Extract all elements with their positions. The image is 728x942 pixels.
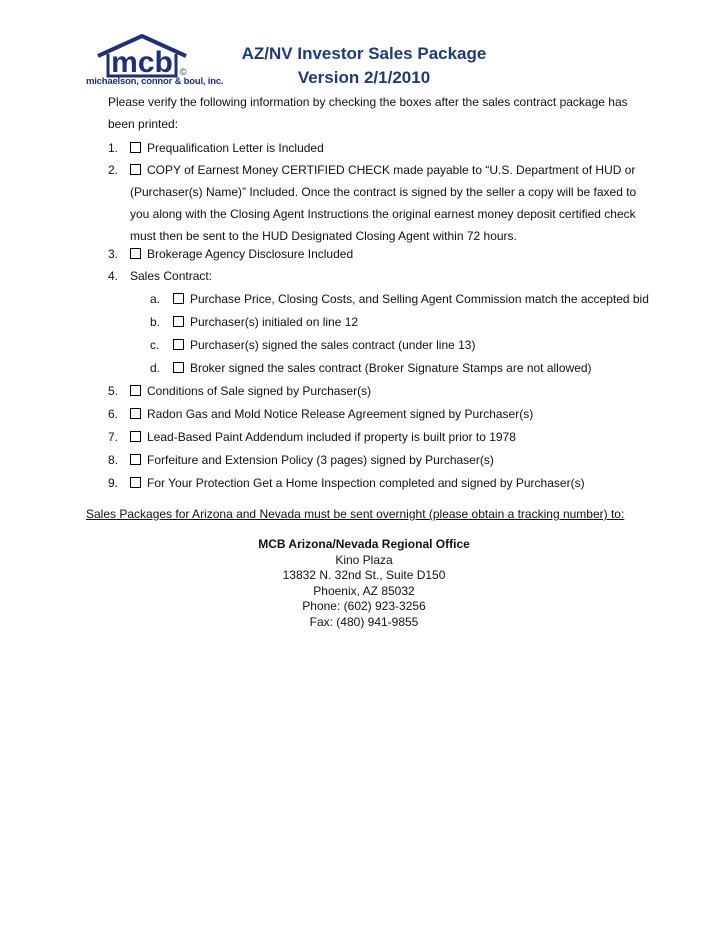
- item-label: Prequalification Letter is Included: [147, 141, 324, 155]
- house-logo-icon: [84, 34, 214, 80]
- sub-item-label: Purchaser(s) initialed on line 12: [190, 315, 359, 329]
- office-street: 13832 N. 32nd St., Suite D150: [282, 568, 446, 582]
- checkbox-2[interactable]: [130, 164, 141, 175]
- sub-item-letter: b.: [150, 315, 161, 329]
- checkbox-3[interactable]: [130, 248, 141, 259]
- item-2-line-2: (Purchaser(s) Name)” Included. Once the contract is signed by the seller a copy will be faxed to: [130, 185, 637, 199]
- logo-tagline: michaelson, connor & boul, inc.: [86, 76, 224, 87]
- checkbox-6[interactable]: [130, 408, 141, 419]
- checkbox-5[interactable]: [130, 385, 141, 396]
- item-label: Brokerage Agency Disclosure Included: [147, 247, 354, 261]
- checkbox-4c[interactable]: [173, 339, 184, 350]
- item-label: Radon Gas and Mold Notice Release Agreement signed by Purchaser(s): [147, 407, 534, 421]
- item-number: 7.: [108, 430, 119, 444]
- item-label: Forfeiture and Extension Policy (3 pages) signed by Purchaser(s): [147, 453, 494, 467]
- item-number: 8.: [108, 453, 119, 467]
- office-building: Kino Plaza: [335, 552, 393, 567]
- checkbox-7[interactable]: [130, 431, 141, 442]
- office-fax: Fax: (480) 941-9855: [309, 614, 419, 629]
- item-label: Sales Contract:: [130, 269, 213, 283]
- item-number: 2.: [108, 163, 119, 177]
- intro-text: Please verify the following information by checking the boxes after the sales contract package has been printed:: [108, 95, 628, 131]
- office-name: MCB Arizona/Nevada Regional Office: [258, 537, 470, 551]
- sub-item-label: Purchaser(s) signed the sales contract (under line 13): [190, 338, 476, 352]
- item-2-line-4: must then be sent to the HUD Designated Closing Agent within 72 hours.: [130, 229, 517, 243]
- checkbox-9[interactable]: [130, 477, 141, 488]
- item-number: 1.: [108, 141, 119, 155]
- item-number: 5.: [108, 384, 119, 398]
- item-label: Lead-Based Paint Addendum included if property is built prior to 1978: [147, 430, 516, 444]
- item-label-line-1: COPY of Earnest Money CERTIFIED CHECK made payable to “U.S. Department of HUD or: [147, 163, 636, 177]
- title-line-1: AZ/NV Investor Sales Package: [241, 44, 487, 63]
- item-2-line-3: you along with the Closing Agent Instructions the original earnest money deposit certified check: [130, 207, 636, 221]
- checkbox-4d[interactable]: [173, 362, 184, 373]
- sub-item-label: Broker signed the sales contract (Broker Signature Stamps are not allowed): [190, 361, 592, 375]
- item-number: 6.: [108, 407, 119, 421]
- item-label: For Your Protection Get a Home Inspection completed and signed by Purchaser(s): [147, 476, 585, 490]
- checkbox-4b[interactable]: [173, 316, 184, 327]
- office-address: [214, 537, 514, 630]
- item-number: 4.: [108, 269, 119, 283]
- office-city: Phoenix, AZ 85032: [313, 583, 415, 598]
- document-title: [214, 42, 514, 90]
- item-label: Conditions of Sale signed by Purchaser(s): [147, 384, 372, 398]
- sales-package-note: Sales Packages for Arizona and Nevada must be sent overnight (please obtain a tracking number) to:: [86, 507, 625, 521]
- checkbox-1[interactable]: [130, 142, 141, 153]
- sub-item-letter: d.: [150, 361, 161, 375]
- logo-copyright: ©: [180, 67, 187, 77]
- sub-item-letter: c.: [150, 338, 160, 352]
- item-number: 3.: [108, 247, 119, 261]
- checkbox-8[interactable]: [130, 454, 141, 465]
- sub-item-label: Purchase Price, Closing Costs, and Selling Agent Commission match the accepted bid: [190, 292, 649, 306]
- logo-wordmark: mcb: [111, 46, 173, 79]
- item-number: 9.: [108, 476, 119, 490]
- office-phone: Phone: (602) 923-3256: [302, 599, 426, 613]
- sub-item-letter: a.: [150, 292, 161, 306]
- title-line-2: Version 2/1/2010: [297, 68, 431, 87]
- checkbox-4a[interactable]: [173, 293, 184, 304]
